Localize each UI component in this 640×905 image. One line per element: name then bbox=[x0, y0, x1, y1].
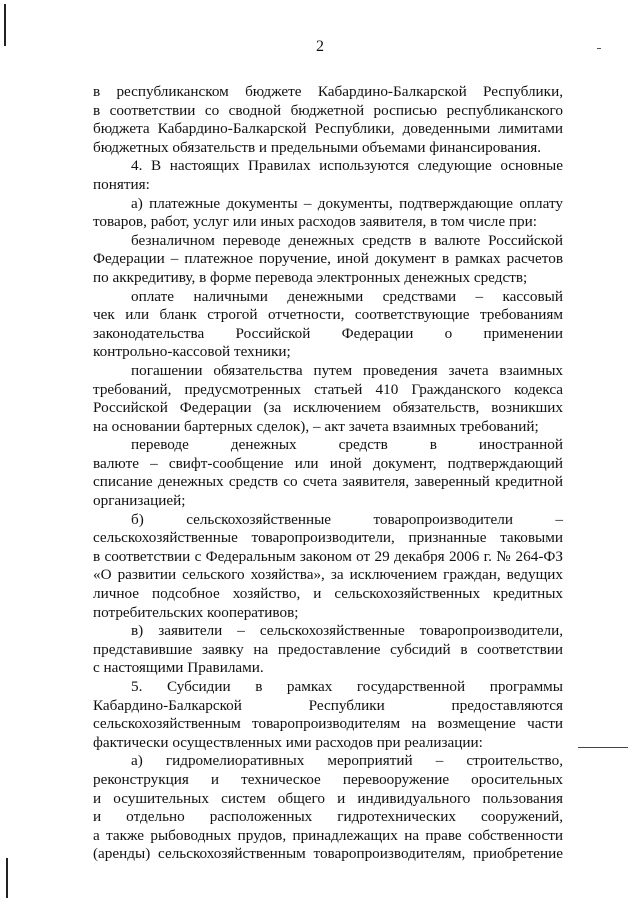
text-line: списание денежных средств со счета заявителя, заверенный кредитной bbox=[93, 473, 563, 491]
page-number: 2 bbox=[316, 38, 324, 55]
paragraph-cash-payment bbox=[93, 288, 563, 362]
paragraph-subitem-v-applicants bbox=[93, 622, 563, 678]
text-line: б) сельскохозяйственные товаропроизводители – bbox=[131, 510, 563, 528]
text-line: требований, предусмотренных статьей 410 Гражданского кодекса bbox=[93, 380, 563, 398]
paragraph-offset-obligations bbox=[93, 362, 563, 436]
text-line: представившие заявку на предоставление субсидий в соответствии bbox=[93, 640, 563, 658]
text-line: а также рыбоводных прудов, принадлежащих на праве собственности bbox=[93, 826, 563, 844]
text-line: фактически осуществленных ими расходов при реализации: bbox=[93, 733, 483, 751]
text-line: безналичном переводе денежных средств в валюте Российской bbox=[131, 231, 563, 249]
text-line: валюте – свифт-сообщение или иной документ, подтверждающий bbox=[93, 454, 563, 472]
text-line: Российской Федерации (за исключением обязательств, возникших bbox=[93, 399, 563, 417]
text-line: и отдельно расположенных гидротехнических сооружений, bbox=[93, 808, 563, 826]
text-line: с настоящими Правилами. bbox=[93, 659, 264, 677]
paragraph-cashless-transfer bbox=[93, 232, 563, 288]
paragraph-subitem-a-payment-documents bbox=[93, 195, 563, 232]
paragraph-subitem-a-melioration bbox=[93, 752, 563, 864]
text-line: в соответствии со сводной бюджетной росписью республиканского bbox=[93, 101, 563, 119]
text-line: погашении обязательства путем проведения зачета взаимных bbox=[131, 361, 563, 379]
text-line: на основании бартерных сделок), – акт зачета взаимных требований; bbox=[93, 417, 539, 435]
text-line: Федерации – платежное поручение, иной документ в рамках расчетов bbox=[93, 250, 563, 268]
text-line: товаров, работ, услуг или иных расходов заявителя, в том числе при: bbox=[93, 213, 537, 231]
text-line: бюджетных обязательств и предельными объемами финансирования. bbox=[93, 138, 542, 156]
text-line: понятия: bbox=[93, 175, 150, 193]
paragraph-item-5 bbox=[93, 678, 563, 752]
text-line: в) заявители – сельскохозяйственные товаропроизводители, bbox=[131, 622, 563, 640]
text-line: чек или бланк строгой отчетности, соответствующие требованиям bbox=[93, 306, 563, 324]
text-line: бюджета Кабардино-Балкарской Республики, доведенными лимитами bbox=[93, 120, 563, 138]
text-line: 5. Субсидии в рамках государственной программы bbox=[131, 678, 563, 695]
text-line: в соответствии с Федеральным законом от 29 декабря 2006 г. № 264-ФЗ bbox=[93, 547, 563, 565]
text-line: в республиканском бюджете Кабардино-Балкарской Республики, bbox=[93, 83, 563, 100]
text-line: потребительских кооперативов; bbox=[93, 603, 299, 621]
document-body bbox=[93, 83, 563, 864]
text-line: законодательства Российской Федерации о применении bbox=[93, 324, 563, 342]
paragraph-foreign-currency bbox=[93, 436, 563, 510]
text-line: личное подсобное хозяйство, и сельскохозяйственных кредитных bbox=[93, 585, 563, 603]
paragraph-item-4 bbox=[93, 157, 563, 194]
text-line: оплате наличными денежными средствами – кассовый bbox=[131, 287, 563, 305]
text-line: «О развитии сельского хозяйства», за исключением граждан, ведущих bbox=[93, 566, 563, 584]
text-line: 4. В настоящих Правилах используются следующие основные bbox=[131, 157, 563, 175]
text-line: сельскохозяйственные товаропроизводители, признанные таковыми bbox=[93, 529, 563, 547]
text-line: (аренды) сельскохозяйственным товаропроизводителям, приобретение bbox=[93, 845, 563, 863]
text-line: реконструкция и техническое перевооружение оросительных bbox=[93, 770, 563, 788]
text-line: а) гидромелиоративных мероприятий – строительство, bbox=[131, 752, 563, 770]
text-line: сельскохозяйственным товаропроизводителям на возмещение части bbox=[93, 715, 563, 733]
text-line: контрольно-кассовой техники; bbox=[93, 343, 291, 361]
text-line: а) платежные документы – документы, подтверждающие оплату bbox=[131, 194, 563, 212]
text-line: переводе денежных средств в иностранной bbox=[131, 436, 563, 454]
paragraph-budget-continuation bbox=[93, 83, 563, 157]
text-line: и осушительных систем общего и индивидуального пользования bbox=[93, 789, 563, 807]
text-line: организацией; bbox=[93, 492, 186, 510]
scan-rule-mark bbox=[578, 747, 628, 748]
paragraph-subitem-b-producers bbox=[93, 511, 563, 623]
text-line: по аккредитиву, в форме перевода электронных денежных средств; bbox=[93, 268, 528, 286]
text-line: Кабардино-Балкарской Республики предоставляются bbox=[93, 696, 563, 714]
scan-margin-mark-bottom bbox=[6, 858, 8, 898]
